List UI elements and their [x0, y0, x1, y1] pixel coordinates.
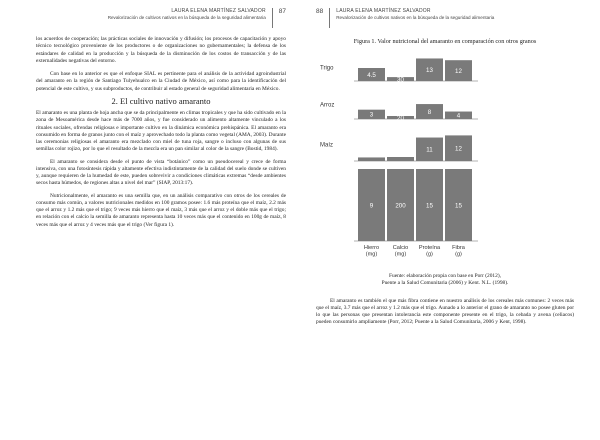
- bar-label: 4: [456, 112, 461, 120]
- nutrition-chart: [316, 49, 574, 269]
- bar-label: 12: [455, 145, 462, 153]
- bar: [387, 157, 414, 161]
- paragraph: los acuerdos de cooperación; las prácticas sociales de innovación y difusión; los procesos de capacitación y apoyo técnico tecnológico proveniente de los productores o de organizaciones no gubernamentales; la defensa de los estándares de calidad en la producción y la búsqueda de la disminución de los costos de transacción y de las externalidades negativas del entorno.: [36, 36, 286, 64]
- row-label: Arroz: [320, 102, 335, 109]
- header-subtitle: Revalorización de cultivos nativos en la búsqueda de la seguridad alimentaria: [107, 15, 266, 20]
- row-label: Maíz: [320, 142, 334, 149]
- right-page-header: [316, 8, 574, 36]
- header-subtitle: Revalorización de cultivos nativos en la búsqueda de la seguridad alimentaria: [336, 15, 495, 20]
- bar-label: 20: [397, 114, 404, 122]
- bar-label: 4.5: [367, 71, 376, 79]
- bar-label: 8: [427, 108, 432, 116]
- source-line: Puente a la Salud Comunitaria (2006) y Kent. N.L. (1998).: [381, 280, 509, 287]
- source-line: Fuente: elaboración propia con base en Porr (2012),: [389, 273, 501, 279]
- bar-label: 200: [395, 202, 406, 210]
- header-divider: [272, 8, 273, 28]
- page-number: 87: [278, 8, 286, 15]
- category-label: Calcio (mg): [392, 245, 409, 258]
- section-title: 2. El cultivo nativo amaranto: [111, 95, 211, 106]
- paragraph: Nutricionalmente, el amaranto es una semilla que, en un análisis comparativo con otros de los cereales de consumo más común, a valores nutricionales medidos en 100 gramos posee: 1.6 más proteína que el maíz, 2.2 más que el arroz y 1.2 más que el trigo; 9 veces más hierro que el maíz, 3 más que el arroz y el doble más que el trigo; en relación con el calcio la semilla de amaranto representa hasta 10 veces más que el contenido en 100g de maíz, 8 veces más que el arroz y 4 veces más que el trigo (Ver figura 1).: [36, 192, 286, 228]
- figure-source: [316, 273, 574, 288]
- bar-label: 11: [426, 146, 433, 154]
- header-author: LAURA ELENA MARTÍNEZ SALVADOR: [336, 8, 431, 14]
- category-label: Hierro (mg): [363, 245, 380, 258]
- bar-label: 9: [369, 202, 374, 210]
- header-divider: [329, 8, 330, 28]
- bar: [358, 157, 385, 161]
- page-number: 88: [316, 8, 324, 15]
- header-author: LAURA ELENA MARTÍNEZ SALVADOR: [171, 8, 266, 14]
- figure-title: Figura 1. Valor nutricional del amaranto en comparación con otros granos: [353, 38, 537, 45]
- bar-label: 13: [426, 67, 433, 75]
- category-label: Fibra (g): [452, 245, 465, 258]
- bar-label: 15: [426, 202, 433, 210]
- category-label: Proteína (g): [418, 245, 441, 258]
- chart-svg: [316, 49, 574, 269]
- bar-label: 30: [397, 76, 404, 84]
- left-body: [36, 36, 286, 229]
- right-page: [300, 0, 600, 440]
- row-label: Trigo: [320, 65, 334, 72]
- paragraph: El amaranto es también el que más fibra contiene en nuestro análisis de los cereales más comunes: 2 veces más que el maíz, 3.7 más que el arroz y 1.2 más que el trigo. Aunado a lo anterior el grano de amaranto no posee gluten por lo que las personas que presentan intolerancia este componente presente en el trigo, la cebada y avena (celiacos) pueden consumirlo ampliamente (Porr, 2012; Puente a la Salud Comunitaria, 2006 y Kent, 1998).: [316, 297, 574, 326]
- bar-label: 12: [455, 68, 462, 75]
- right-body: [316, 298, 574, 327]
- paragraph: El amaranto es una planta de hoja ancha que se da principalmente en climas tropicales y que ha sido cultivado en la zona de Mesoamérica desde hace más de 7000 años, y fue considerado un alimento altamente vinculado a los rituales sociales, ofrendas religiosas e importante cultivo en la dinámica económica prehispánica. El amaranto era consumido en forma de granos junto con el maíz y aprovechado todo la planta como vegetal (AMA, 2003). Durante las ceremonias religiosas el amaranto era mezclado con miel de tuna roja, sangre o incluso con algunas de sus semillas color rojizo, por lo que el resultado de la mezcla era un pan similar al color de la sangre (Bostid, 1984).: [36, 110, 286, 153]
- bar-label: 3: [369, 111, 374, 119]
- left-page-header: [36, 8, 286, 36]
- paragraph: Con base en lo anterior es que el enfoque SIAL es pertinente para el análisis de la actividad agroindustrial del amaranto en la región de Santiago Tulyehualco en la Ciudad de México, así como para la identificación del potencial de este cultivo, y sus subproductos, de contribuir al estado general de seguridad alimentaria en México.: [36, 71, 286, 92]
- paragraph: El amaranto se considera desde el punto de vista “botánico” como un pseudocereal y crece de forma intensiva, con una fotosíntesis rápida y altamente efectiva indistintamente de la calidad del suelo donde se cultiven y, aunque requieren de la humedad de este, pueden sobrevivir a condiciones climáticas extremas “desde ambientes secos hasta húmedos, de regiones altas a nivel del mar” (SIAP, 2013:17).: [36, 158, 286, 187]
- bar-label: 15: [455, 202, 462, 210]
